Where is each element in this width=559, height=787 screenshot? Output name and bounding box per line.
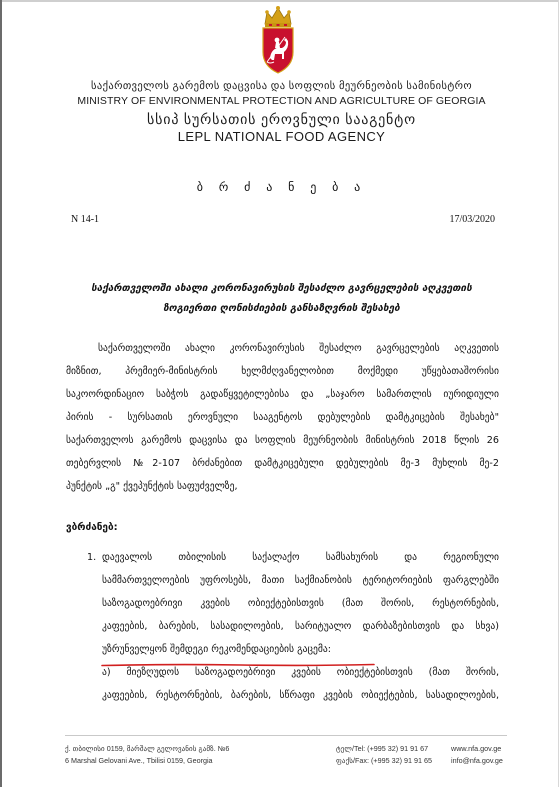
list-item-line: კაფეების, რესტორნების, ბარების, სწრაფი კვების ობიექტების, სასადილოების, <box>102 690 499 701</box>
list-item-line: კაფეების, ბარების, სასადილოების, სარიტუალო დარბაზებისთვის და სხვა) <box>102 621 499 632</box>
agency-name-georgian: სსიპ სურსათის ეროვნული სააგენტო <box>147 111 416 127</box>
footer-fax: ფაქს/Fax: (+995 32) 91 91 65 <box>336 756 432 765</box>
document-title: ბ რ ძ ა ნ ე ბ ა <box>196 180 367 194</box>
paragraph-line: თებერვლის №2-107 ბრძანებით დამტკიცებული დებულების მე-3 მუხლის მე-2 <box>66 458 499 469</box>
footer-address-english: 6 Marshal Gelovani Ave., Tbilisi 0159, Georgia <box>65 756 213 765</box>
document-date: 17/03/2020 <box>449 214 495 225</box>
ministry-name-english: MINISTRY OF ENVIRONMENTAL PROTECTION AND AGRICULTURE OF GEORGIA <box>77 95 486 107</box>
footer-phone: ტელ/Tel: (+995 32) 91 91 67 <box>336 744 429 753</box>
order-label: ვბრძანებ: <box>66 522 118 533</box>
list-item-line: ა) მიეზღუდოს საზოგადოებრივი კვების ობიექტებისთვის (მათ შორის, <box>102 667 499 678</box>
subject-line: საქართველოში ახალი კორონავირუსის შესაძლო გავრცელების აღკვეთის <box>91 283 472 294</box>
footer-email-link[interactable]: info@nfa.gov.ge <box>451 756 503 765</box>
footer-website-link[interactable]: www.nfa.gov.ge <box>451 744 502 753</box>
page-top-edge <box>2 0 559 2</box>
ministry-name-georgian: საქართველოს გარემოს დაცვისა და სოფლის მეურნეობის სამინისტრო <box>90 80 473 92</box>
paragraph-line: საქართველოში ახალი კორონავირუსის შესაძლო გავრცელების აღკვეთის <box>98 343 499 354</box>
paragraph-line: საქართველოს გარემოს დაცვისა და სოფლის მეურნეობის მინისტრის 2018 წლის 26 <box>66 435 499 446</box>
paragraph-line: საკოორდინაციო საბჭოს გადაწყვეტილებისა და „საჯარო სამართლის იურიდიული <box>66 389 499 400</box>
list-item-line-highlighted: უზრუნველყონ შემდეგი რეკომენდაციების გაცემა: <box>102 644 331 655</box>
list-item-line: დაევალოს თბილისის საქალაქო სამსახურის და რეგიონული <box>102 552 499 563</box>
list-item-line: სამმართველოების უფროსებს, მათი საქმიანობის ტერიტორიების ფარგლებში <box>102 575 499 586</box>
footer-address-georgian: ქ. თბილისი 0159, მარშალ გელოვანის გამზ. №6 <box>65 744 230 753</box>
list-item-line: საზოგადოებრივი კვების ობიექტებისთვის (მათ შორის, რესტორნების, <box>102 598 499 609</box>
agency-name-english: LEPL NATIONAL FOOD AGENCY <box>177 129 386 144</box>
footer-divider <box>65 735 507 736</box>
list-item-number: 1. <box>87 552 97 563</box>
paragraph-line: პუნქტის „გ" ქვეპუნქტის საფუძველზე, <box>66 481 238 492</box>
subject-line: ზოგიერთი ღონისძიების განსაზღვრის შესახებ <box>163 303 400 314</box>
paragraph-line: პირის - სურსათის ეროვნული სააგენტოს დებულების დამტკიცების შესახებ" <box>66 412 499 423</box>
georgian-coat-of-arms-icon <box>255 4 301 76</box>
paragraph-line: მიზნით, პრემიერ-მინისტრის ხელმძღვანელობით მოქმედი უწყებათაშორისი <box>66 366 499 377</box>
document-number: N 14-1 <box>71 214 100 225</box>
